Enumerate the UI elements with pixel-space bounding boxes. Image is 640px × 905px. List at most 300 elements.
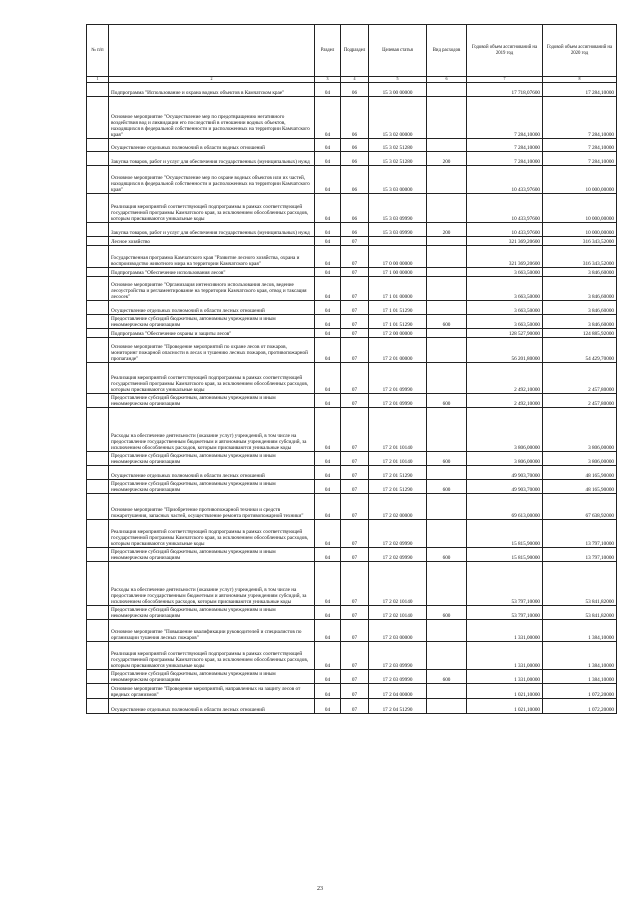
row-razdel: 04 [315,480,341,494]
row-podrazdel: 07 [341,670,369,684]
row-value-2019: 321 369,20600 [467,237,543,246]
colnum: 8 [543,77,617,83]
row-podrazdel: 07 [341,394,369,408]
row-num [87,520,109,548]
row-podrazdel: 07 [341,548,369,562]
row-vid [427,301,467,315]
row-razdel: 04 [315,301,341,315]
row-value-2020: 7 284,10000 [543,97,617,139]
row-vid: 200 [427,152,467,166]
row-num [87,194,109,223]
row-tsel: 17 2 04 51290 [369,699,427,714]
row-name: Подпрограмма "Использование и охрана водных объектов в Камчатском крае" [109,83,315,97]
row-value-2020: 2 457,80000 [543,363,617,394]
row-value-2020: 3 846,60000 [543,268,617,277]
row-razdel: 04 [315,452,341,466]
table-row [87,152,617,166]
row-value-2020: 7 284,10000 [543,152,617,166]
budget-table [86,24,617,714]
header-vid: Вид расходов [427,25,467,77]
row-num [87,315,109,329]
row-tsel: 15 3 02 51280 [369,152,427,166]
table-row [87,494,617,520]
row-num [87,548,109,562]
row-value-2020: 54 429,70000 [543,338,617,363]
row-vid [427,194,467,223]
row-vid [427,494,467,520]
table-row [87,466,617,480]
row-value-2019: 53 797,10000 [467,562,543,606]
row-vid [427,363,467,394]
row-value-2020: 1 072,20000 [543,699,617,714]
row-name: Основное мероприятие "Приобретение противопожарной техники и средств пожаротушения, запасных частей, осуществление ремонта противопожарной техники" [109,494,315,520]
table-row [87,642,617,670]
row-vid [427,237,467,246]
table-row [87,194,617,223]
row-razdel: 04 [315,329,341,338]
row-razdel: 04 [315,699,341,714]
row-tsel: 17 2 01 51290 [369,480,427,494]
row-num [87,684,109,699]
row-vid [427,338,467,363]
row-value-2019: 10 433,97600 [467,194,543,223]
row-num [87,642,109,670]
row-name: Лесное хозяйство [109,237,315,246]
table-row [87,237,617,246]
row-value-2019: 3 663,50000 [467,301,543,315]
row-podrazdel: 07 [341,268,369,277]
row-tsel: 17 1 00 00000 [369,268,427,277]
row-tsel: 15 3 02 51280 [369,139,427,152]
row-name: Основное мероприятие "Повышение квалификации руководителей и специалистов по организации тушения лесных пожаров" [109,620,315,642]
row-name: Основное мероприятие "Организация интенсивного использования лесов, ведение лесоустройства и регламентирование на территории Камчатского края, отвод и таксация лесосек" [109,277,315,301]
row-value-2019: 7 284,10000 [467,97,543,139]
row-num [87,166,109,194]
row-value-2019: 1 331,00000 [467,620,543,642]
header-tsel: Целевая статья [369,25,427,77]
row-razdel: 04 [315,152,341,166]
row-value-2019: 17 718,07600 [467,83,543,97]
row-value-2019: 1 331,00000 [467,642,543,670]
row-value-2020: 7 284,10000 [543,139,617,152]
row-num [87,329,109,338]
row-tsel: 17 2 03 09990 [369,670,427,684]
row-podrazdel: 07 [341,408,369,452]
colnum: 1 [87,77,109,83]
table-row [87,699,617,714]
row-razdel: 04 [315,394,341,408]
row-tsel: 17 2 01 10140 [369,408,427,452]
row-value-2020: 53 841,82000 [543,562,617,606]
table-row [87,684,617,699]
row-vid [427,562,467,606]
row-num [87,620,109,642]
row-value-2019: 128 527,90000 [467,329,543,338]
row-value-2020: 53 841,82000 [543,606,617,620]
row-vid: 600 [427,480,467,494]
row-razdel: 04 [315,83,341,97]
row-podrazdel: 07 [341,466,369,480]
table-row [87,606,617,620]
row-name: Подпрограмма "Обеспечение использования лесов" [109,268,315,277]
row-tsel [369,237,427,246]
header-2019: Годовой объем ассигнований на 2019 год [467,25,543,77]
row-value-2020: 316 343,52000 [543,246,617,268]
row-num [87,237,109,246]
row-num [87,268,109,277]
table-row [87,408,617,452]
row-name: Предоставление субсидий бюджетным, автономным учреждениям и иным некоммерческим организациям [109,606,315,620]
row-tsel: 17 1 01 51290 [369,301,427,315]
row-vid [427,520,467,548]
row-vid [427,83,467,97]
row-podrazdel: 07 [341,520,369,548]
row-value-2020: 48 165,90000 [543,466,617,480]
row-razdel: 04 [315,246,341,268]
table-row [87,394,617,408]
row-value-2019: 10 433,97600 [467,223,543,237]
row-vid [427,97,467,139]
row-num [87,394,109,408]
row-vid [427,268,467,277]
row-tsel: 15 3 03 09990 [369,194,427,223]
row-name: Основное мероприятие "Проведение мероприятий по охране лесов от пожаров, мониторинг пожарной опасности в лесах и тушению лесных пожаров, противопожарной пропаганде" [109,338,315,363]
row-vid: 600 [427,394,467,408]
row-num [87,699,109,714]
row-tsel: 17 2 03 00000 [369,620,427,642]
row-name: Осуществление отдельных полномочий в области лесных отношений [109,301,315,315]
row-name: Реализация мероприятий соответствующей подпрограммы в рамках соответствующей государственной программы Камчатского края, за исключением обособленных расходов, которым присваиваются уникальные коды [109,642,315,670]
row-vid [427,620,467,642]
row-value-2019: 2 492,10000 [467,394,543,408]
row-value-2019: 15 815,90000 [467,520,543,548]
row-podrazdel: 07 [341,606,369,620]
header-2020: Годовой объем ассигнований на 2020 год [543,25,617,77]
row-razdel: 04 [315,277,341,301]
row-razdel: 04 [315,670,341,684]
row-razdel: 04 [315,166,341,194]
row-razdel: 04 [315,642,341,670]
row-value-2019: 49 903,70000 [467,466,543,480]
row-value-2020: 3 846,60000 [543,315,617,329]
row-value-2020: 1 384,10000 [543,642,617,670]
row-tsel: 15 3 03 00000 [369,166,427,194]
row-num [87,152,109,166]
row-num [87,480,109,494]
row-vid [427,408,467,452]
row-value-2020: 3 846,60000 [543,277,617,301]
row-vid: 600 [427,452,467,466]
row-vid: 600 [427,315,467,329]
row-num [87,83,109,97]
row-tsel: 17 2 01 09990 [369,394,427,408]
row-value-2020: 13 797,10000 [543,520,617,548]
row-razdel: 04 [315,194,341,223]
row-razdel: 04 [315,548,341,562]
colnum: 6 [427,77,467,83]
row-name: Расходы на обеспечение деятельности (оказание услуг) учреждений, в том числе на предоставление государственным бюджетным и автономным учреждениям субсидий, за исключением обособленных расходов, которым присваиваются уникальные коды [109,408,315,452]
row-value-2019: 15 815,90000 [467,548,543,562]
row-num [87,223,109,237]
row-value-2019: 3 806,00000 [467,408,543,452]
colnum: 3 [315,77,341,83]
row-vid [427,277,467,301]
row-value-2019: 3 806,00000 [467,452,543,466]
row-value-2020: 2 457,80000 [543,394,617,408]
row-tsel: 17 2 01 00000 [369,338,427,363]
table-row [87,338,617,363]
table-row [87,83,617,97]
row-razdel: 04 [315,606,341,620]
row-tsel: 17 2 01 09990 [369,363,427,394]
row-value-2019: 3 663,50000 [467,268,543,277]
row-tsel: 17 2 02 10140 [369,606,427,620]
row-razdel: 04 [315,684,341,699]
row-num [87,562,109,606]
row-podrazdel: 07 [341,699,369,714]
row-value-2019: 2 492,10000 [467,363,543,394]
row-name: Осуществление отдельных полномочий в области лесных отношений [109,466,315,480]
row-podrazdel: 07 [341,301,369,315]
table-row [87,246,617,268]
row-podrazdel: 07 [341,315,369,329]
row-value-2020: 3 846,60000 [543,301,617,315]
row-podrazdel: 06 [341,166,369,194]
colnum: 4 [341,77,369,83]
row-podrazdel: 06 [341,83,369,97]
row-podrazdel: 06 [341,97,369,139]
row-num [87,494,109,520]
row-podrazdel: 07 [341,338,369,363]
row-podrazdel: 06 [341,152,369,166]
row-podrazdel: 07 [341,480,369,494]
row-value-2020: 13 797,10000 [543,548,617,562]
table-row [87,329,617,338]
table-row [87,480,617,494]
row-name: Предоставление субсидий бюджетным, автономным учреждениям и иным некоммерческим организациям [109,452,315,466]
row-num [87,606,109,620]
row-num [87,466,109,480]
row-tsel: 17 1 01 51290 [369,315,427,329]
table-row [87,268,617,277]
row-value-2019: 1 021,10000 [467,699,543,714]
row-podrazdel: 07 [341,620,369,642]
row-name: Закупка товаров, работ и услуг для обеспечения государственных (муниципальных) нужд [109,152,315,166]
row-razdel: 04 [315,620,341,642]
row-value-2020: 3 806,00000 [543,452,617,466]
row-value-2019: 1 021,10000 [467,684,543,699]
row-podrazdel: 07 [341,452,369,466]
table-row [87,166,617,194]
row-razdel: 04 [315,268,341,277]
row-value-2019: 53 797,10000 [467,606,543,620]
row-value-2020: 3 806,00000 [543,408,617,452]
row-num [87,338,109,363]
row-razdel: 04 [315,338,341,363]
row-num [87,97,109,139]
row-value-2020: 124 885,92000 [543,329,617,338]
row-podrazdel: 07 [341,277,369,301]
colnum: 2 [109,77,315,83]
row-razdel: 04 [315,562,341,606]
colnum: 5 [369,77,427,83]
row-tsel: 15 3 00 00000 [369,83,427,97]
row-tsel: 17 2 02 09990 [369,548,427,562]
row-vid [427,642,467,670]
row-tsel: 17 2 03 09990 [369,642,427,670]
row-vid [427,684,467,699]
colnum: 7 [467,77,543,83]
row-podrazdel: 06 [341,139,369,152]
table-row [87,277,617,301]
table-row [87,315,617,329]
table-row [87,301,617,315]
table-row [87,670,617,684]
row-tsel: 17 2 00 00000 [369,329,427,338]
row-vid [427,139,467,152]
row-name: Осуществление отдельных полномочий в области водных отношений [109,139,315,152]
row-num [87,408,109,452]
row-vid [427,699,467,714]
table-row [87,97,617,139]
row-value-2019: 10 433,97600 [467,166,543,194]
row-vid: 600 [427,606,467,620]
row-tsel: 17 2 02 10140 [369,562,427,606]
row-name: Предоставление субсидий бюджетным, автономным учреждениям и иным некоммерческим организациям [109,394,315,408]
row-value-2020: 1 072,20000 [543,684,617,699]
row-podrazdel: 07 [341,562,369,606]
row-value-2020: 10 000,00000 [543,223,617,237]
row-podrazdel: 07 [341,642,369,670]
page-number: 23 [317,886,323,892]
table-row [87,139,617,152]
row-razdel: 04 [315,97,341,139]
row-name: Предоставление субсидий бюджетным, автономным учреждениям и иным некоммерческим организациям [109,315,315,329]
row-value-2019: 3 663,50000 [467,277,543,301]
table-row [87,452,617,466]
row-value-2019: 69 613,00000 [467,494,543,520]
row-name: Государственная программа Камчатского края "Развитие лесного хозяйства, охрана и воспроизводство животного мира на территории Камчатского края" [109,246,315,268]
row-num [87,277,109,301]
row-vid [427,166,467,194]
row-vid [427,466,467,480]
row-name: Расходы на обеспечение деятельности (оказание услуг) учреждений, в том числе на предоставление государственным бюджетным и автономным учреждениям субсидий, за исключением обособленных расходов, которым присваиваются уникальные коды [109,562,315,606]
row-razdel: 04 [315,363,341,394]
table-row [87,562,617,606]
row-tsel: 17 2 01 51290 [369,466,427,480]
row-razdel: 04 [315,466,341,480]
row-name: Осуществление отдельных полномочий в области лесных отношений [109,699,315,714]
row-name: Реализация мероприятий соответствующей подпрограммы в рамках соответствующей государственной программы Камчатского края, за исключением обособленных расходов, которым присваиваются уникальные коды [109,520,315,548]
row-vid [427,329,467,338]
row-value-2019: 7 284,10000 [467,152,543,166]
header-name [109,25,315,77]
row-tsel: 15 3 02 00000 [369,97,427,139]
table-body [87,83,617,714]
row-num [87,670,109,684]
row-name: Предоставление субсидий бюджетным, автономным учреждениям и иным некоммерческим организациям [109,480,315,494]
row-value-2019: 56 201,80000 [467,338,543,363]
row-vid: 600 [427,548,467,562]
row-name: Предоставление субсидий бюджетным, автономным учреждениям и иным некоммерческим организациям [109,670,315,684]
row-num [87,246,109,268]
row-vid [427,246,467,268]
row-name: Подпрограмма "Обеспечение охраны и защиты лесов" [109,329,315,338]
row-podrazdel: 07 [341,494,369,520]
table-header-row [87,25,617,77]
row-razdel: 04 [315,315,341,329]
row-name: Реализация мероприятий соответствующей подпрограммы в рамках соответствующей государственной программы Камчатского края, за исключением обособленных расходов, которым присваиваются уникальные коды [109,363,315,394]
row-value-2019: 321 369,20600 [467,246,543,268]
row-razdel: 04 [315,237,341,246]
table-row [87,548,617,562]
row-tsel: 17 2 02 09990 [369,520,427,548]
row-podrazdel: 07 [341,246,369,268]
table-row [87,223,617,237]
row-tsel: 15 3 03 09990 [369,223,427,237]
row-num [87,363,109,394]
row-value-2020: 1 384,10000 [543,620,617,642]
row-value-2020: 17 284,10000 [543,83,617,97]
row-podrazdel: 07 [341,363,369,394]
row-razdel: 04 [315,223,341,237]
header-podrazdel: Подраздел [341,25,369,77]
row-num [87,452,109,466]
row-vid: 600 [427,670,467,684]
row-name: Основное мероприятие "Осуществление мер по предотвращению негативного воздействия вод и ликвидации его последствий в отношении водных объектов, находящихся в федеральной собственности и расположенных на территории Камчатского края" [109,97,315,139]
row-razdel: 04 [315,408,341,452]
header-num: № п/п [87,25,109,77]
row-tsel: 17 2 04 00000 [369,684,427,699]
table-row [87,363,617,394]
row-value-2020: 316 343,52000 [543,237,617,246]
row-name: Предоставление субсидий бюджетным, автономным учреждениям и иным некоммерческим организациям [109,548,315,562]
row-name: Реализация мероприятий соответствующей подпрограммы в рамках соответствующей государственной программы Камчатского края, за исключением обособленных расходов, которым присваиваются уникальные коды [109,194,315,223]
row-value-2019: 3 663,50000 [467,315,543,329]
row-razdel: 04 [315,494,341,520]
row-value-2019: 49 903,70000 [467,480,543,494]
row-value-2020: 10 000,00000 [543,194,617,223]
header-razdel: Раздел [315,25,341,77]
row-podrazdel: 07 [341,329,369,338]
row-razdel: 04 [315,520,341,548]
row-tsel: 17 2 01 10140 [369,452,427,466]
row-value-2020: 67 638,92000 [543,494,617,520]
row-podrazdel: 07 [341,237,369,246]
row-value-2020: 1 384,10000 [543,670,617,684]
row-value-2020: 10 000,00000 [543,166,617,194]
row-value-2019: 7 284,10000 [467,139,543,152]
table-row [87,620,617,642]
row-value-2019: 1 331,00000 [467,670,543,684]
row-name: Закупка товаров, работ и услуг для обеспечения государственных (муниципальных) нужд [109,223,315,237]
row-tsel: 17 1 01 00000 [369,277,427,301]
row-num [87,301,109,315]
row-num [87,139,109,152]
row-name: Основное мероприятие "Осуществление мер по охране водных объектов или их частей, находящихся в федеральной собственности и расположенных на территории Камчатского края" [109,166,315,194]
budget-table-sheet [86,24,616,714]
row-razdel: 04 [315,139,341,152]
row-tsel: 17 0 00 00000 [369,246,427,268]
row-podrazdel: 06 [341,194,369,223]
row-name: Основное мероприятие "Проведение мероприятий, направленных на защиту лесов от вредных организмов" [109,684,315,699]
row-podrazdel: 07 [341,684,369,699]
row-value-2020: 48 165,90000 [543,480,617,494]
row-vid: 200 [427,223,467,237]
table-row [87,520,617,548]
row-tsel: 17 2 02 00000 [369,494,427,520]
row-podrazdel: 06 [341,223,369,237]
